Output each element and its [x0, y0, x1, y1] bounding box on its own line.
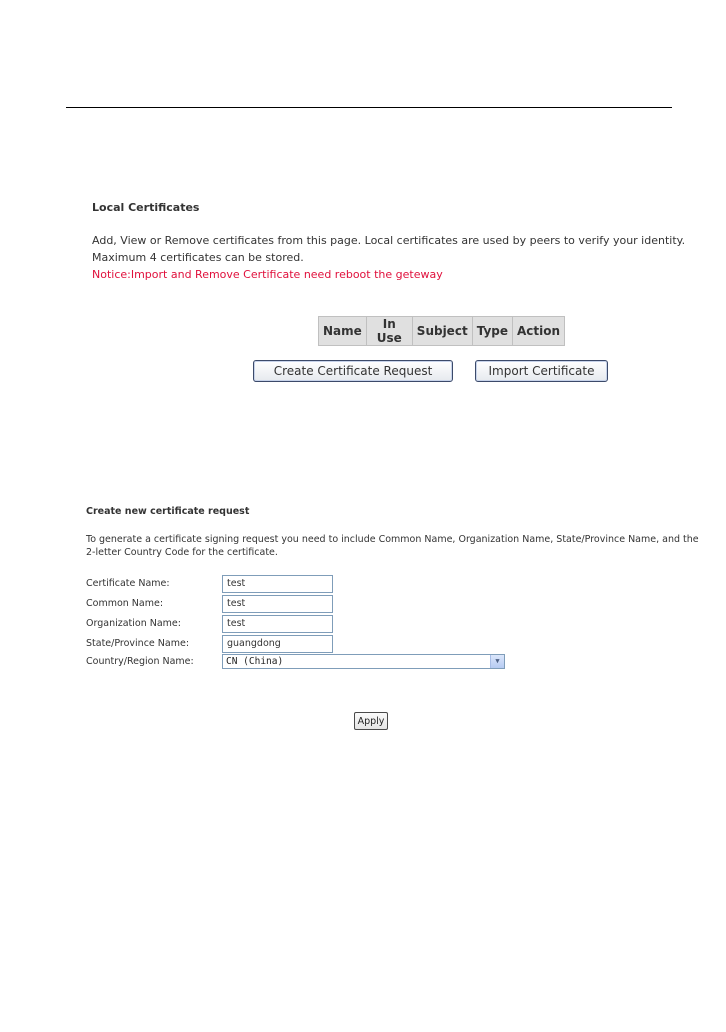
state-province-name-label: State/Province Name:: [86, 638, 190, 649]
state-province-name-input[interactable]: guangdong: [222, 635, 333, 653]
common-name-label: Common Name:: [86, 598, 164, 609]
create-request-description-2: 2-letter Country Code for the certificate.: [86, 547, 278, 558]
organization-name-input[interactable]: test: [222, 615, 333, 633]
certificate-name-label: Certificate Name:: [86, 578, 170, 589]
certificates-table: [318, 316, 565, 346]
chevron-down-icon[interactable]: ▼: [490, 655, 504, 668]
column-in-use: In Use: [366, 317, 412, 346]
country-region-name-label: Country/Region Name:: [86, 656, 194, 667]
column-type: Type: [472, 317, 512, 346]
common-name-input[interactable]: test: [222, 595, 333, 613]
column-name: Name: [319, 317, 367, 346]
create-request-description-1: To generate a certificate signing request you need to include Common Name, Organization Name, State/Province Name, and the: [86, 534, 699, 545]
reboot-notice: Notice:Import and Remove Certificate need reboot the geteway: [92, 268, 443, 281]
local-certificates-description-2: Maximum 4 certificates can be stored.: [92, 251, 304, 264]
import-certificate-button[interactable]: Import Certificate: [475, 360, 608, 382]
local-certificates-title: Local Certificates: [92, 201, 200, 214]
apply-button[interactable]: Apply: [354, 712, 388, 730]
page-rule: [66, 107, 672, 108]
table-header-row: [319, 317, 565, 346]
create-request-title: Create new certificate request: [86, 506, 250, 517]
column-subject: Subject: [412, 317, 472, 346]
local-certificates-description-1: Add, View or Remove certificates from this page. Local certificates are used by peers to verify your identity.: [92, 234, 686, 247]
column-action: Action: [513, 317, 565, 346]
create-certificate-request-button[interactable]: Create Certificate Request: [253, 360, 453, 382]
certificate-name-input[interactable]: test: [222, 575, 333, 593]
country-region-selected-value: CN (China): [226, 656, 284, 667]
organization-name-label: Organization Name:: [86, 618, 181, 629]
country-region-select[interactable]: [222, 654, 505, 669]
